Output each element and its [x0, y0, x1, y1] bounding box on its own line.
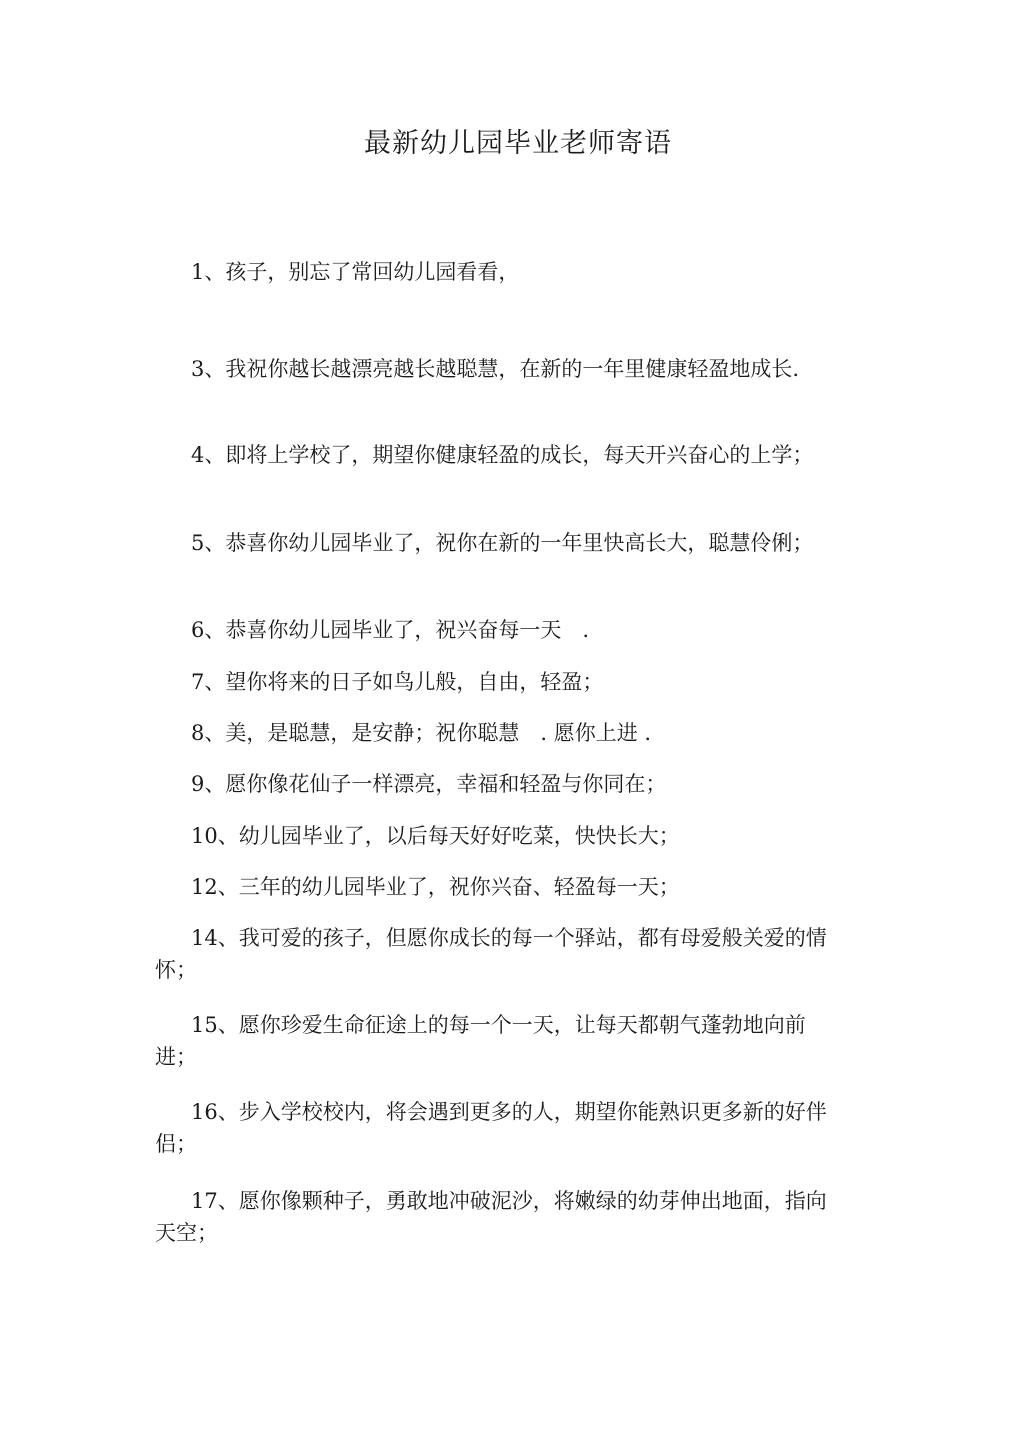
- wish-item-12: 12、三年的幼儿园毕业了，祝你兴奋、轻盈每一天；: [191, 875, 680, 899]
- wish-item-17: 17、愿你像颗种子，勇敢地冲破泥沙，将嫩绿的幼芽伸出地面，指向天空；: [155, 1189, 827, 1245]
- wish-item-15: 15、愿你珍爱生命征途上的每一个一天，让每天都朝气蓬勃地向前进；: [155, 1013, 806, 1069]
- wish-item-3: 3、我祝你越长越漂亮越长越聪慧，在新的一年里健康轻盈地成长.: [191, 357, 800, 381]
- wish-item-5: 5、恭喜你幼儿园毕业了，祝你在新的一年里快高长大，聪慧伶俐；: [191, 531, 814, 555]
- wish-item-4: 4、即将上学校了，期望你健康轻盈的成长，每天开兴奋心的上学；: [191, 443, 814, 467]
- wish-item-14: 14、我可爱的孩子，但愿你成长的每一个驿站，都有母爱般关爱的情怀；: [155, 926, 827, 982]
- wish-item-7: 7、望你将来的日子如鸟儿般，自由，轻盈；: [191, 670, 604, 694]
- wish-item-8: 8、美，是聪慧，是安静；祝你聪慧 . 愿你上进 .: [191, 721, 652, 745]
- wish-item-16: 16、步入学校校内，将会遇到更多的人，期望你能熟识更多新的好伴侣；: [155, 1100, 827, 1156]
- wish-item-9: 9、愿你像花仙子一样漂亮，幸福和轻盈与你同在；: [191, 772, 667, 796]
- wish-item-10: 10、幼儿园毕业了，以后每天好好吃菜，快快长大；: [191, 824, 680, 848]
- document-title: 最新幼儿园毕业老师寄语: [364, 128, 672, 159]
- wish-item-1: 1、孩子，别忘了常回幼儿园看看，: [191, 260, 520, 284]
- wish-item-6: 6、恭喜你幼儿园毕业了，祝兴奋每一天 .: [191, 618, 590, 642]
